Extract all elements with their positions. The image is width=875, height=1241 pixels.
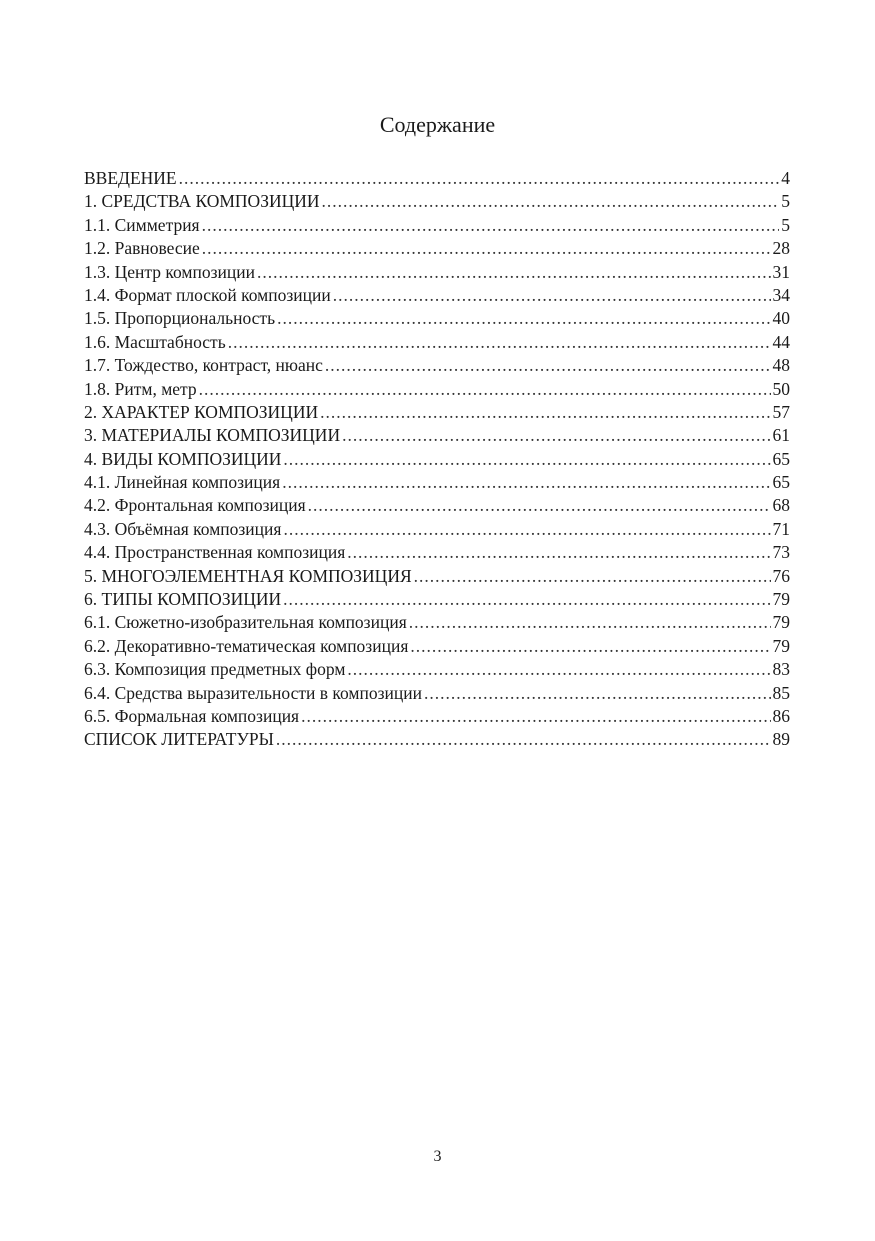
toc-leader-dots bbox=[179, 167, 780, 190]
toc-entry-label: 4.1. Линейная композиция bbox=[84, 472, 281, 493]
toc-leader-dots bbox=[283, 448, 770, 471]
toc-entry-label: 3. МАТЕРИАЛЫ КОМПОЗИЦИИ bbox=[84, 425, 341, 446]
toc-entry bbox=[84, 401, 790, 424]
toc-leader-dots bbox=[424, 682, 771, 705]
toc-entry-page: 76 bbox=[772, 565, 790, 586]
toc-entry bbox=[84, 214, 790, 237]
toc-entry-page: 73 bbox=[772, 542, 790, 563]
toc-entry-page: 71 bbox=[772, 518, 790, 539]
toc-entry-page: 68 bbox=[772, 495, 790, 516]
toc-entry-label: 1.5. Пропорциональность bbox=[84, 308, 276, 329]
toc-entry bbox=[84, 237, 790, 260]
toc-entry-label: 1.1. Симметрия bbox=[84, 214, 200, 235]
toc-entry bbox=[84, 728, 790, 751]
toc-entry-page: 5 bbox=[781, 191, 790, 212]
toc-list bbox=[84, 167, 790, 752]
toc-entry bbox=[84, 331, 790, 354]
toc-entry-label: 4.2. Фронтальная композиция bbox=[84, 495, 306, 516]
toc-entry-label: 1.3. Центр композиции bbox=[84, 261, 255, 282]
toc-entry bbox=[84, 588, 790, 611]
toc-entry-label: 6.1. Сюжетно-изобразительная композиция bbox=[84, 612, 407, 633]
toc-leader-dots bbox=[342, 424, 770, 447]
toc-leader-dots bbox=[199, 378, 771, 401]
toc-entry bbox=[84, 378, 790, 401]
toc-entry bbox=[84, 565, 790, 588]
toc-entry bbox=[84, 354, 790, 377]
toc-entry-label: 6. ТИПЫ КОМПОЗИЦИИ bbox=[84, 589, 282, 610]
toc-entry bbox=[84, 682, 790, 705]
toc-leader-dots bbox=[347, 658, 770, 681]
toc-title: Содержание bbox=[379, 112, 496, 137]
toc-entry-label: 1.7. Тождество, контраст, нюанс bbox=[84, 355, 323, 376]
toc-entry-page: 4 bbox=[781, 168, 790, 188]
toc-entry-label: ВВЕДЕНИЕ bbox=[84, 168, 177, 188]
toc-entry bbox=[84, 658, 790, 681]
toc-entry-page: 5 bbox=[781, 214, 790, 235]
toc-leader-dots bbox=[277, 307, 770, 330]
toc-entry-page: 57 bbox=[772, 401, 790, 422]
toc-entry-page: 65 bbox=[772, 472, 790, 493]
toc-entry bbox=[84, 541, 790, 564]
toc-entry-page: 61 bbox=[772, 425, 790, 446]
toc-entry-page: 86 bbox=[772, 705, 790, 726]
toc-entry-page: 83 bbox=[772, 659, 790, 680]
toc-entry-page: 89 bbox=[772, 729, 790, 750]
toc-leader-dots bbox=[320, 401, 770, 424]
page-number: 3 bbox=[433, 1148, 442, 1165]
toc-entry-page: 31 bbox=[772, 261, 790, 282]
toc-leader-dots bbox=[257, 261, 771, 284]
toc-entry-page: 79 bbox=[772, 612, 790, 633]
toc-leader-dots bbox=[282, 471, 770, 494]
toc-entry bbox=[84, 611, 790, 634]
toc-entry-label: 5. МНОГОЭЛЕМЕНТНАЯ КОМПОЗИЦИЯ bbox=[84, 565, 412, 586]
toc-entry-page: 48 bbox=[772, 355, 790, 376]
toc-entry-label: 1.8. Ритм, метр bbox=[84, 378, 197, 399]
toc-leader-dots bbox=[301, 705, 770, 728]
toc-entry-page: 44 bbox=[772, 331, 790, 352]
toc-entry-label: 2. ХАРАКТЕР КОМПОЗИЦИИ bbox=[84, 401, 319, 422]
toc-entry-page: 79 bbox=[772, 589, 790, 610]
toc-entry-label: 6.4. Средства выразительности в композиции bbox=[84, 682, 422, 703]
toc-entry bbox=[84, 635, 790, 658]
toc-leader-dots bbox=[202, 214, 780, 237]
toc-entry-label: СПИСОК ЛИТЕРАТУРЫ bbox=[84, 729, 274, 750]
toc-entry-page: 28 bbox=[772, 238, 790, 259]
toc-entry-page: 85 bbox=[772, 682, 790, 703]
toc-entry bbox=[84, 494, 790, 517]
toc-entry bbox=[84, 448, 790, 471]
toc-leader-dots bbox=[202, 237, 771, 260]
toc-entry bbox=[84, 424, 790, 447]
toc-leader-dots bbox=[409, 611, 771, 634]
toc-entry-page: 65 bbox=[772, 448, 790, 469]
toc-leader-dots bbox=[325, 354, 771, 377]
toc-entry-page: 34 bbox=[772, 284, 790, 305]
toc-leader-dots bbox=[347, 541, 770, 564]
toc-entry bbox=[84, 705, 790, 728]
toc-entry bbox=[84, 261, 790, 284]
toc-leader-dots bbox=[308, 494, 771, 517]
toc-entry-label: 4.4. Пространственная композиция bbox=[84, 542, 346, 563]
toc-entry bbox=[84, 167, 790, 190]
toc-entry-label: 4.3. Объёмная композиция bbox=[84, 518, 282, 539]
toc-entry bbox=[84, 471, 790, 494]
toc-leader-dots bbox=[283, 518, 770, 541]
toc-entry-label: 1.6. Масштабность bbox=[84, 331, 226, 352]
toc-entry-page: 50 bbox=[772, 378, 790, 399]
toc-leader-dots bbox=[410, 635, 770, 658]
toc-entry bbox=[84, 307, 790, 330]
toc-entry-page: 79 bbox=[772, 635, 790, 656]
toc-entry-label: 4. ВИДЫ КОМПОЗИЦИИ bbox=[84, 448, 282, 469]
toc-entry-label: 6.3. Композиция предметных форм bbox=[84, 659, 346, 680]
toc-leader-dots bbox=[322, 190, 780, 213]
toc-entry bbox=[84, 190, 790, 213]
toc-leader-dots bbox=[228, 331, 771, 354]
toc-entry-label: 1.2. Равновесие bbox=[84, 238, 200, 259]
toc-leader-dots bbox=[276, 728, 771, 751]
toc-leader-dots bbox=[414, 565, 771, 588]
toc-entry-label: 1.4. Формат плоской композиции bbox=[84, 284, 331, 305]
toc-entry-page: 40 bbox=[772, 308, 790, 329]
toc-leader-dots bbox=[333, 284, 771, 307]
toc-entry bbox=[84, 518, 790, 541]
toc-entry bbox=[84, 284, 790, 307]
toc-entry-label: 6.2. Декоративно-тематическая композиция bbox=[84, 635, 409, 656]
toc-leader-dots bbox=[283, 588, 770, 611]
toc-entry-label: 1. СРЕДСТВА КОМПОЗИЦИИ bbox=[84, 191, 320, 212]
toc-entry-label: 6.5. Формальная композиция bbox=[84, 705, 300, 726]
